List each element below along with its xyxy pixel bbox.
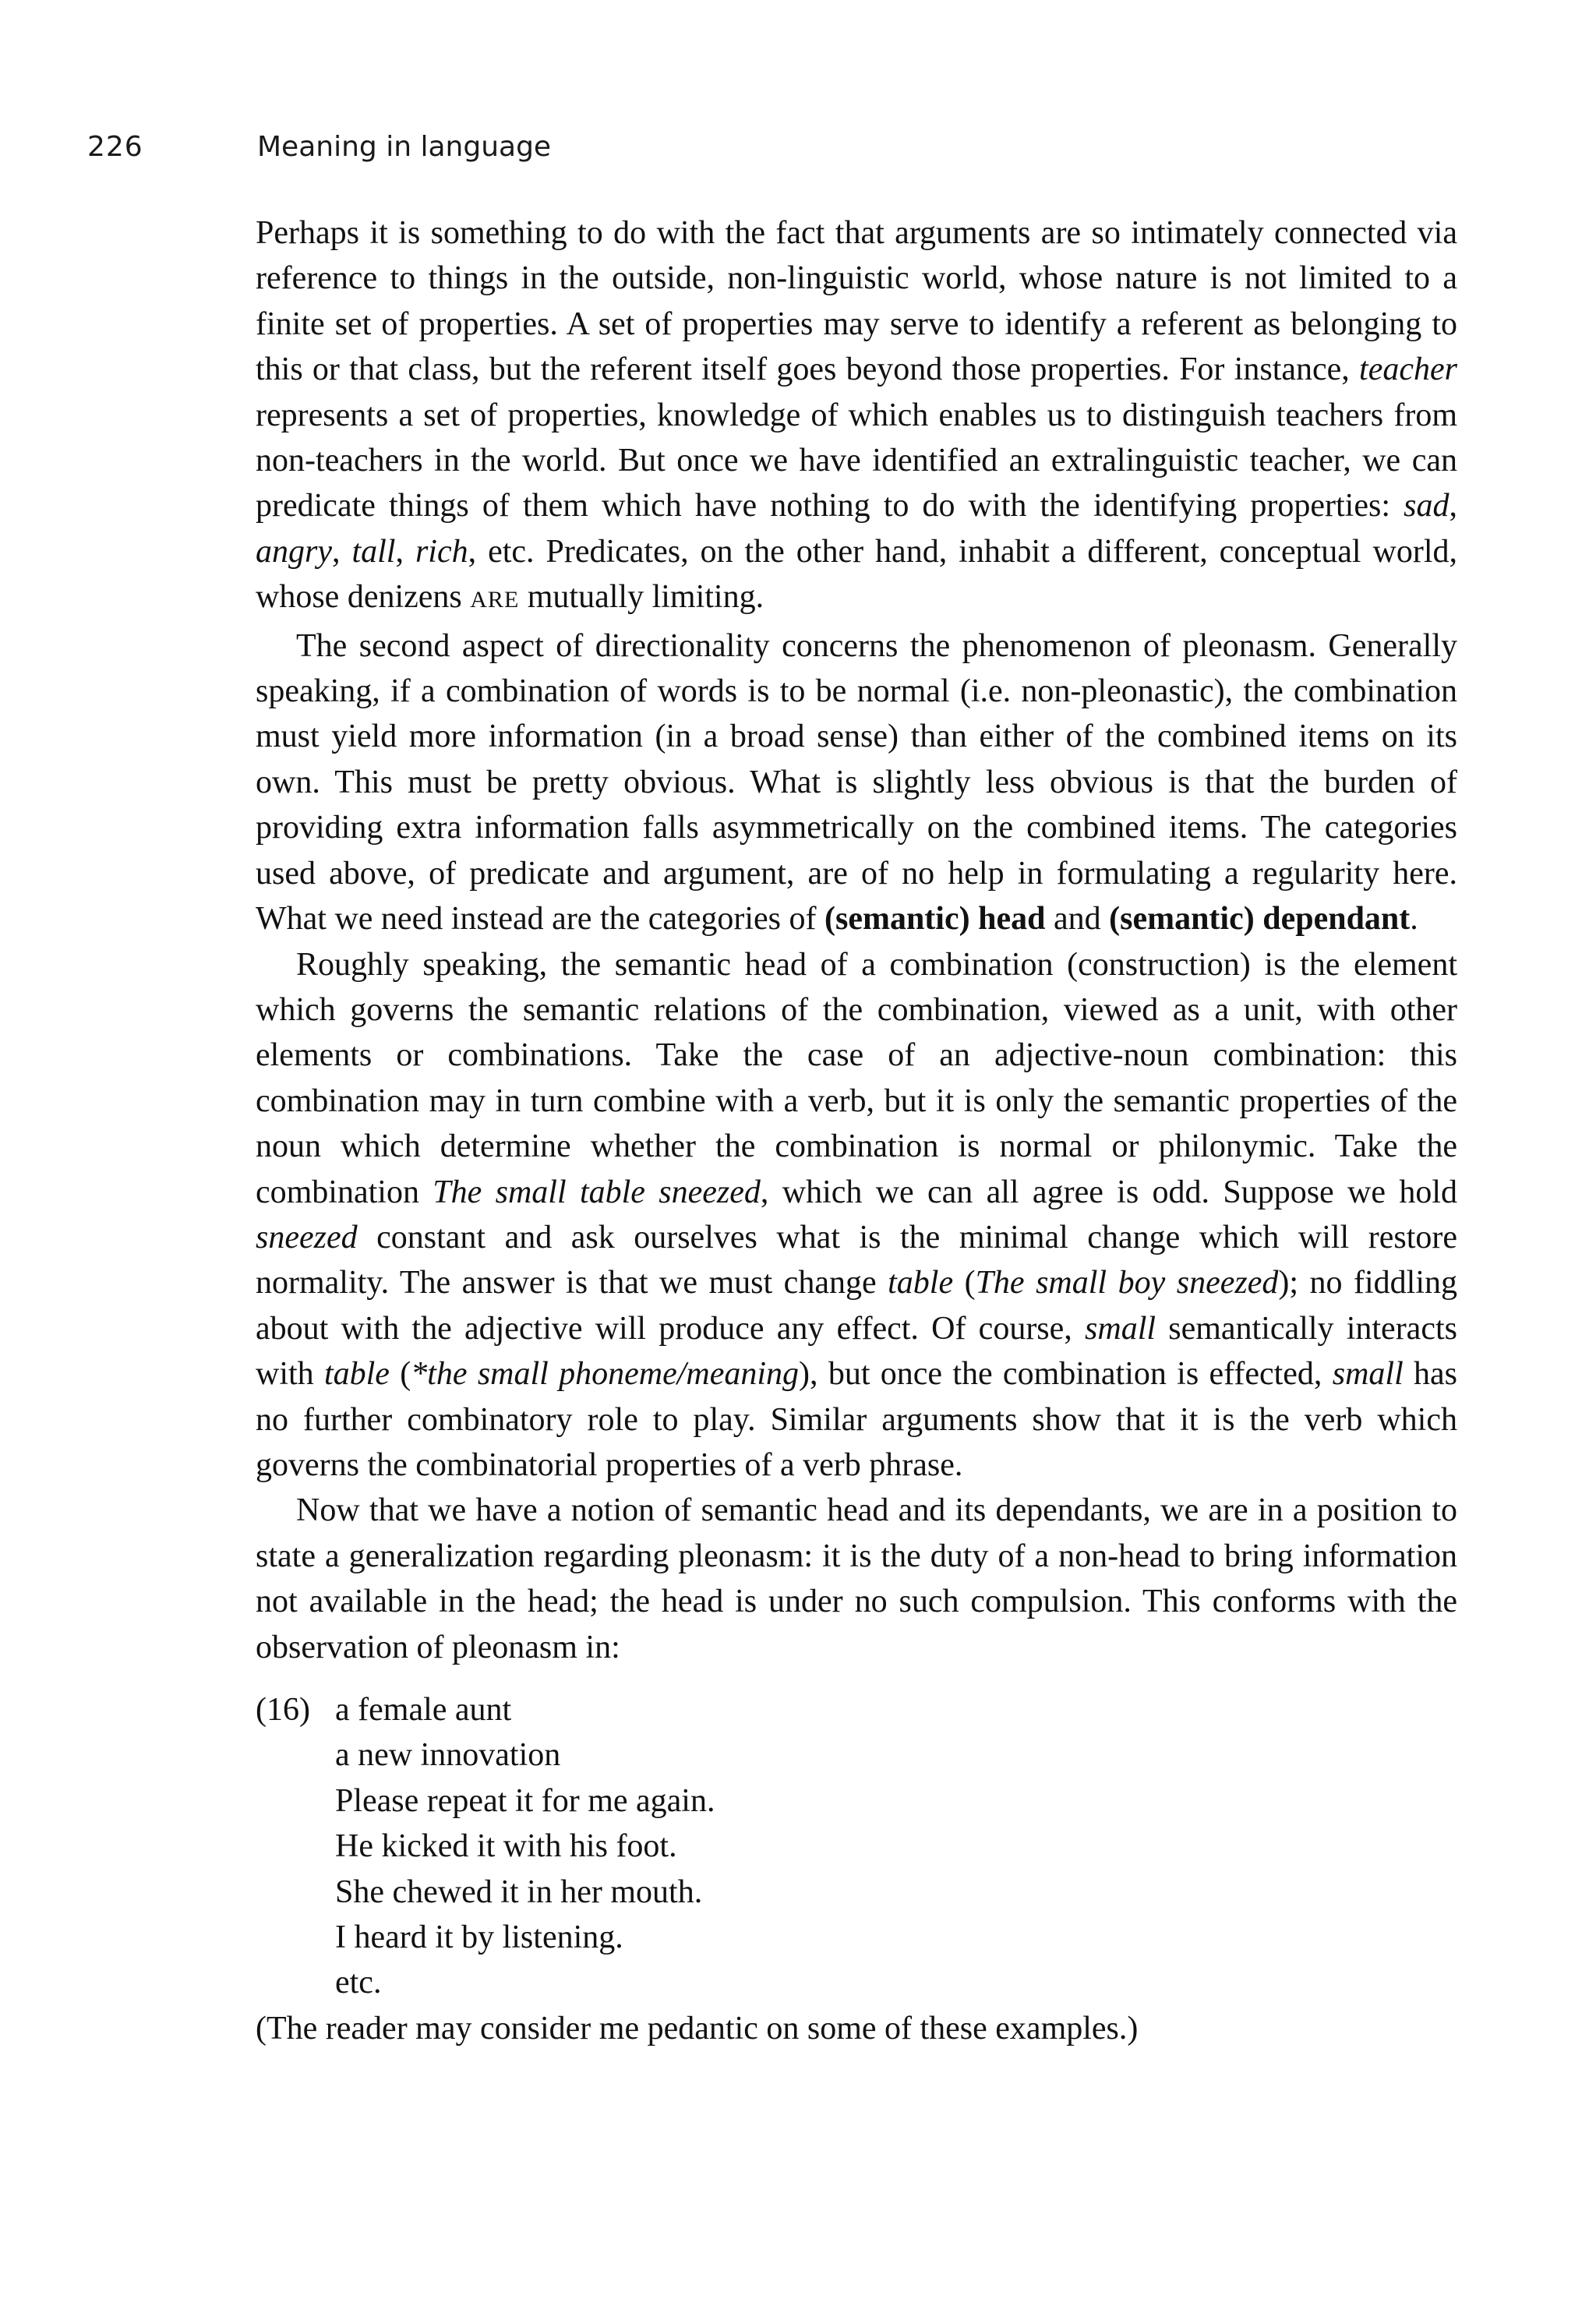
text-run: represents a set of properties, knowledge of which enables us to distinguish teachers from non-teachers in the world. But once we have identified an extralinguistic teacher, we can predicate things of them which have nothing to do with the identifying properties: — [256, 397, 1457, 524]
paragraph-1 — [256, 210, 1457, 623]
italic-term: sad — [1404, 488, 1449, 524]
bold-term: (semantic) dependant — [1109, 901, 1411, 938]
italic-term: teacher — [1359, 351, 1457, 388]
text-run: ); no fiddling about with the adjective will produce any effect. Of course, — [256, 1265, 1457, 1347]
example-16 — [256, 1687, 1457, 2006]
text-run: Roughly speaking, the semantic head of a combination (construction) is the element which governs the semantic relations of the combination, viewed as a unit, with other elements or combinations. Take the case of an adjective-noun combination: this combination may in turn combine with a verb, but it is only the semantic properties of the noun which determine whether the combination is normal or philonymic. Take the combination — [256, 946, 1457, 1210]
page-number: 226 — [87, 131, 143, 163]
italic-term: small — [1332, 1356, 1404, 1393]
paragraph-4 — [256, 1488, 1457, 1670]
paragraph-3 — [256, 942, 1457, 1489]
text-run: , etc. Predicates, on the other hand, inhabit a different, conceptual world, whose denizens — [256, 533, 1458, 616]
closing-remark: (The reader may consider me pedantic on some of these examples.) — [256, 2010, 1139, 2046]
example-line: Please repeat it for me again. — [335, 1782, 715, 1819]
italic-term: sneezed — [256, 1219, 358, 1255]
body-text — [256, 210, 1457, 2051]
text-run: . — [1410, 901, 1418, 938]
italic-term: The small table sneezed — [433, 1174, 761, 1210]
italic-term: The small boy sneezed — [975, 1265, 1279, 1301]
text-run: , which we can all agree is odd. Suppose we hold — [760, 1174, 1457, 1210]
italic-term: small — [1085, 1310, 1156, 1347]
text-run: , — [332, 533, 352, 570]
running-head — [87, 131, 551, 163]
running-head-title: Meaning in language — [257, 131, 552, 163]
text-run: , — [1449, 488, 1457, 524]
text-run: mutually limiting. — [519, 579, 764, 616]
text-run: constant and ask ourselves what is the minimal change which will restore normality. The answer is that we must change — [256, 1219, 1457, 1301]
text-run: ( — [953, 1265, 976, 1301]
text-run: The second aspect of directionality concerns the phenomenon of pleonasm. Generally speaking, if a combination of words is to be normal (i.e. non-pleonastic), the combination must yield more information (in a broad sense) than either of the combined items on its own. This must be pretty obvious. What is slightly less obvious is that the burden of providing extra information falls asymmetrically on the combined items. The categories used above, of predicate and argument, are of no help in formulating a regularity here. What we need instead are the categories of — [256, 627, 1457, 938]
text-run: Perhaps it is something to do with the fact that arguments are so intimately connected via reference to things in the outside, non-linguistic world, whose nature is not limited to a finite set of properties. A set of properties may serve to identify a referent as belonging to this or that class, but the referent itself goes beyond those properties. For instance, — [256, 215, 1457, 388]
italic-term: *the small phoneme/meaning — [411, 1356, 800, 1393]
example-list — [335, 1687, 1457, 2006]
example-number: (16) — [256, 1692, 310, 1728]
text-run: ( — [389, 1356, 411, 1393]
italic-term: table — [323, 1356, 390, 1393]
text-run: Now that we have a notion of semantic head and its dependants, we are in a position to state a generalization regarding pleonasm: it is the duty of a non-head to bring information not available in the head; the head is under no such compulsion. This conforms with the observation of pleonasm in: — [256, 1492, 1457, 1665]
paragraph-2 — [256, 623, 1457, 942]
small-caps-term: ARE — [470, 587, 520, 613]
text-run: , — [395, 533, 415, 570]
italic-term: rich — [415, 533, 468, 570]
text-run: has no further combinatory role to play. Similar arguments show that it is the verb which governs the combinatorial properties of a verb phrase. — [256, 1356, 1458, 1483]
example-line: He kicked it with his foot. — [335, 1828, 677, 1865]
example-line: a new innovation — [335, 1737, 561, 1774]
bold-term: (semantic) head — [824, 901, 1046, 938]
text-run: semantically interacts with — [256, 1310, 1457, 1393]
text-run: ), but once the combination is effected, — [799, 1356, 1333, 1393]
text-run: and — [1045, 901, 1110, 938]
example-line: She chewed it in her mouth. — [335, 1873, 703, 1910]
example-line: a female aunt — [335, 1692, 512, 1728]
example-line: etc. — [335, 1965, 382, 2001]
italic-term: angry — [256, 533, 332, 570]
italic-term: table — [888, 1265, 954, 1301]
italic-term: tall — [351, 533, 396, 570]
example-line: I heard it by listening. — [335, 1919, 623, 1956]
